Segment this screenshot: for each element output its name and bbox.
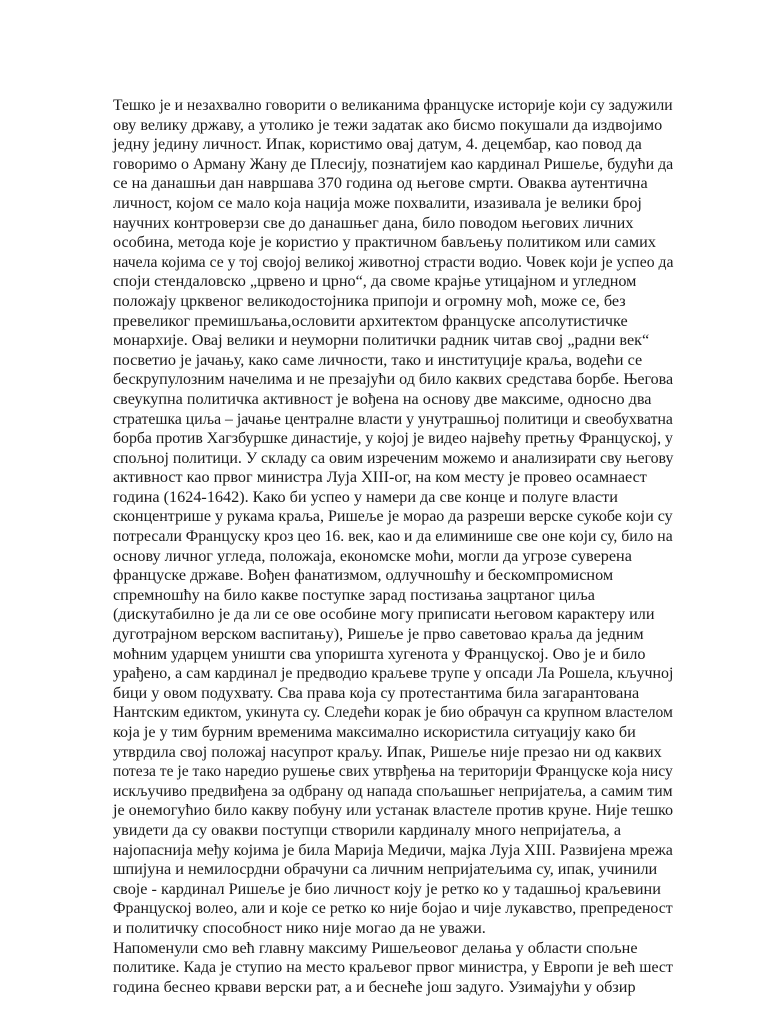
text-line: основу личног угледа, положаја, економске моћи, могли да угрозе суверена [113, 546, 632, 565]
text-line: се на данашњи дан навршава 370 година од његове смрти. Оваква аутентична [113, 174, 648, 193]
text-line: научних контроверзи све до данашњег дана, било поводом његових личних [113, 213, 634, 232]
text-line: француске државе. Вођен фанатизмом, одлучношћу и бескомпромисном [113, 566, 614, 585]
text-line: своје - кардинал Ришеље је био личност коју је ретко ко у тадашњој краљевини [113, 879, 661, 898]
text-line: борба против Хагзбуршке династије, у којој је видео највећу претњу Француској, у [113, 429, 673, 448]
text-line: моћним ударцем уништи сва упоришта хугенота у Француској. Ово је и било [113, 644, 646, 663]
text-line: урађено, а сам кардинал је предводио краљеве трупе у опсади Ла Рошела, кључној [113, 664, 674, 683]
text-line: шпијуна и немилосрдни обрачуни са личним непријатељима су, ипак, учинили [113, 860, 658, 879]
text-line: свеукупна политичка активност је вођена на основу две максиме, односно два [113, 389, 652, 408]
text-line: (дискутабилно је да ли се ове особине могу приписати његовом карактеру или [113, 605, 655, 624]
text-line: особина, метода које је користио у практичном бављењу политиком или самих [113, 233, 656, 252]
text-line: једну јединy личност. Ипак, користимо овај датум, 4. децембар, као повод да [113, 135, 642, 154]
text-line: бескрупулозним начелима и не презајући од било каквих средстава борбе. Његова [113, 370, 674, 389]
text-line: посветио је јачању, како саме личности, тако и институције краља, водећи се [113, 350, 643, 369]
text-line: спољној политици. У складу са овим изреченим можемо и анализирати сву његову [113, 448, 674, 467]
text-line: потресали Француску кроз цео 16. век, као и да елиминише све оне који су, било на [113, 527, 673, 546]
text-line: утврдила свој положај насупрот краљу. Ипак, Ришеље није презао ни од каквих [113, 742, 662, 761]
text-line: сконцентрише у рукама краља, Ришеље је морао да разреши верске сукобе који су [113, 507, 673, 526]
text-line: положају црквеног великодостојника припоји и огромну моћ, може се, без [113, 291, 626, 310]
text-line: потеза те је тако наредио рушење свих утврђења на територији Француске која нису [113, 762, 673, 781]
text-line: година (1624-1642). Како би успео у намери да све конце и полуге власти [113, 487, 618, 506]
text-line: увидети да су овакви поступци створили кардиналу много непријатеља, а [113, 820, 622, 839]
text-line: која је у тим бурним временима максимално искористила ситуацију како би [113, 723, 636, 741]
text-line: ову велику државу, а утолико је тежи задатак ако бисмо покушали да издвојимо [113, 115, 663, 134]
text-line: начела којима се у тој својој великој животној страсти водио. Човек који је успео да [113, 252, 674, 271]
text-line: активност као првог министра Луја XIII-ог, на ком месту је провео осамнаест [113, 468, 647, 487]
text-line: најопаснија међу којима је била Марија Медичи, мајка Луја XIII. Развијена мрежа [113, 840, 673, 859]
text-line: и политичку способност нико није могао да не уважи. [113, 918, 486, 937]
text-line: Нантским едиктом, укинута су. Следећи корак је био обрачун са крупном властелом [113, 703, 673, 722]
text-line: Тешко је и незахвално говорити о великанима француске историје који су задужили [113, 96, 673, 114]
body-text [113, 96, 673, 997]
text-line: личност, којом се мало која нација може похвалити, изазивала је велики број [113, 193, 642, 212]
text-line: бици у овом подухвату. Сва права која су протестантима била загарантована [113, 683, 640, 702]
text-line: спремношћу на било какве поступке зарад постизања зацртаног циља [113, 585, 595, 604]
text-line: дуготрајном верском васпитању), Ришеље је прво саветовао краља да једним [113, 625, 644, 644]
text-line: политике. Када је ступио на место краљевог првог министра, у Европи је већ шест [113, 958, 673, 977]
text-line: стратешка циља – јачање централне власти у унутрашњој политици и свеобухватна [113, 409, 673, 428]
text-line: искључиво предвиђена за одбрану од напада спољашњег непријатеља, а самим тим [113, 781, 673, 800]
text-line: је онемогућио било какву побуну или устанак властеле против круне. Није тешко [113, 801, 674, 820]
text-line: година беснео крвави верски рат, а и беснеће још задуго. Узимајући у обзир [113, 977, 636, 996]
text-line: Француској волео, али и које се ретко ко није бојао и чије лукавство, препреденост [113, 899, 673, 918]
text-line: споји стендаловско „црвено и црно“, да своме крајње утицајном и угледном [113, 272, 637, 291]
text-line: монархије. Овај велики и неуморни политички радник читав свој „радни век“ [113, 331, 650, 350]
text-line: превеликог премишљања,ословити архитектом француске апсолутистичке [113, 311, 628, 330]
text-line: говоримо о Арману Жану де Плесију, познатијем као кардинал Ришеље, будући да [113, 154, 674, 173]
text-line: Напоменули смо већ главну максиму Ришељеовог делања у области спољне [113, 938, 638, 957]
